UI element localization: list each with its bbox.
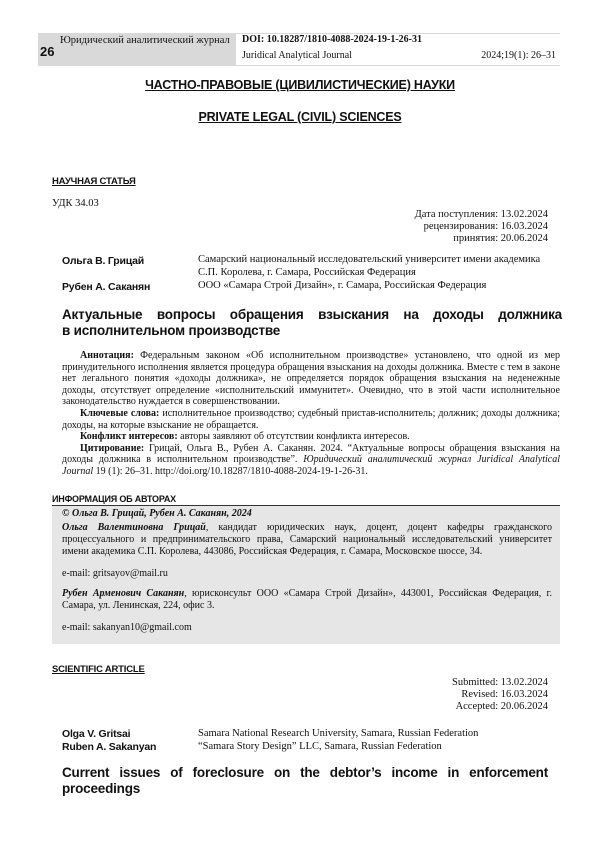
author1-email[interactable]: e-mail: gritsayov@mail.ru [62, 568, 168, 579]
author-name-en: Olga V. Gritsai [62, 728, 131, 740]
citation-label: Цитирование: [80, 442, 145, 454]
page-number: 26 [40, 44, 55, 59]
conflict-text: авторы заявляют об отсутствии конфликта интересов. [177, 431, 410, 443]
abstract-block [62, 350, 560, 478]
citation-journal: Юридический аналитический журнал Juridical Analytical Journal [62, 454, 560, 477]
author-name: Рубен А. Саканян [62, 281, 151, 293]
citation-paragraph [62, 443, 560, 478]
author2-info [62, 588, 552, 612]
author-affiliation-en: Samara National Research University, Samara, Russian Federation [198, 728, 479, 739]
journal-name-en: Juridical Analytical Journal [242, 50, 352, 61]
title-line: в исполнительном производстве [62, 323, 281, 338]
keywords-paragraph [62, 408, 560, 431]
abstract-label: Аннотация: [80, 350, 134, 361]
issue-info: 2024;19(1): 26–31 [481, 50, 556, 61]
author1-fullname: Ольга Валентиновна Грицай [62, 522, 206, 533]
title-line: Актуальные вопросы обращения взыскания на доходы должника [62, 307, 562, 322]
author-affiliation-en: “Samara Story Design” LLC, Samara, Russian Federation [198, 741, 442, 752]
section-title-en: PRIVATE LEGAL (CIVIL) SCIENCES [198, 110, 402, 124]
article-title-ru [62, 307, 562, 339]
date-accepted: принятия: 20.06.2024 [453, 233, 548, 244]
article-type-en: SCIENTIFIC ARTICLE [52, 664, 145, 675]
author-affiliation: Самарский национальный исследовательский университет имени академика С.П. Королева, г. Самара, Российская Федерация [198, 254, 541, 278]
dates-ru [415, 209, 548, 245]
author1-info [62, 522, 552, 558]
keywords-text: исполнительное производство; судебный пристав-исполнитель; должник; доходы должника; доходы, на которые взыскание не обращается. [62, 407, 560, 431]
author2-fullname: Рубен Арменович Саканян [62, 588, 185, 599]
dates-en [452, 677, 548, 713]
date-reviewed: рецензирования: 16.03.2024 [423, 221, 548, 232]
udk-code: УДК 34.03 [52, 198, 99, 209]
author-affiliation: ООО «Самара Строй Дизайн», г. Самара, Российская Федерация [198, 280, 487, 291]
citation-tail[interactable]: 19 (1): 26–31. http://doi.org/10.18287/1810-4088-2024-19-1-26-31. [93, 465, 368, 477]
doi-link[interactable]: DOI: 10.18287/1810-4088-2024-19-1-26-31 [242, 34, 422, 45]
journal-name-ru: Юридический аналитический журнал [60, 35, 230, 46]
article-type-ru: НАУЧНАЯ СТАТЬЯ [52, 176, 136, 187]
section-title-ru: ЧАСТНО-ПРАВОВЫЕ (ЦИВИЛИСТИЧЕСКИЕ) НАУКИ [145, 78, 455, 92]
author2-details: , юрисконсульт ООО «Самара Строй Дизайн», 443001, Российская Федерация, г. Самара, ул. Ленинская, 224, офис 3. [62, 588, 553, 611]
date-received: Дата поступления: 13.02.2024 [414, 209, 548, 220]
date-revised: Revised: 16.03.2024 [461, 689, 548, 700]
author-name-en: Ruben A. Sakanyan [62, 741, 157, 753]
copyright: © Ольга В. Грицай, Рубен А. Саканян, 2024 [62, 508, 252, 519]
title-line: proceedings [62, 781, 141, 796]
date-accepted-en: Accepted: 20.06.2024 [455, 701, 548, 712]
conflict-label: Конфликт интересов: [80, 431, 178, 443]
abstract-text: Федеральным законом «Об исполнительном производстве» установлено, что одной из мер принудительного исполнения является процедура обращения взыскания на доходы должника. Вместе с тем в законе нет легального понятия «доходы должника», не определяется порядок обращения взыскания на неденежные доходы, отсутствует определение «исполнительский иммунитет». Очевидно, что в этой части исполнительное законодательство нуждается в совершенствовании. [62, 350, 560, 408]
article-title-en [62, 765, 548, 797]
conflict-paragraph [62, 431, 560, 443]
info-content [62, 508, 552, 634]
author1-details: , кандидат юридических наук, доцент, доцент кафедры гражданского процессуального и предпринимательского права, Самарский национальный исследовательский университет имени академика С.П. Королева, 443086, Российская Федерация, г. Самара, Московское шоссе, 34. [62, 522, 553, 557]
keywords-label: Ключевые слова: [80, 407, 160, 419]
title-line: Current issues of foreclosure on the debtor’s income in enforcement [62, 765, 548, 780]
abstract-paragraph [62, 350, 560, 408]
date-submitted: Submitted: 13.02.2024 [452, 677, 548, 688]
info-label: ИНФОРМАЦИЯ ОБ АВТОРАХ [52, 494, 176, 504]
author-name: Ольга В. Грицай [62, 255, 144, 267]
author2-email[interactable]: e-mail: sakanyan10@gmail.com [62, 622, 192, 633]
citation-text: Грицай, Ольга В., Рубен А. Саканян. 2024. “Актуальные вопросы обращения взыскания на доходы должника в исполнительном производстве”. [62, 442, 560, 466]
